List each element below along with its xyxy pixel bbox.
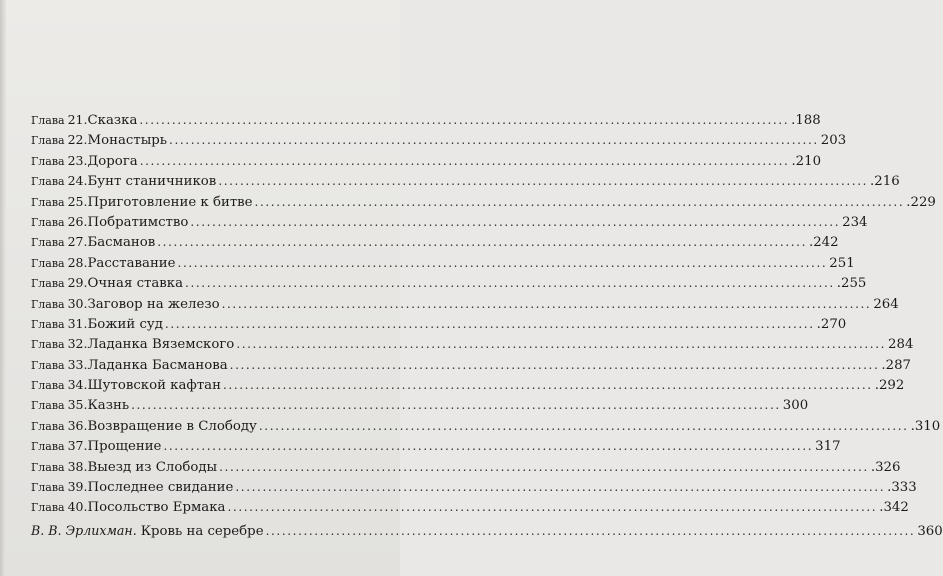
chapter-word: Глава: [31, 399, 65, 413]
chapter-number: 24.: [67, 173, 88, 189]
chapter-word: Глава: [31, 440, 65, 454]
chapter-word: Глава: [31, 501, 65, 515]
chapter-word: Глава: [31, 175, 65, 189]
chapter-title: Ладанка Вяземского: [87, 337, 235, 353]
chapter-title: Казнь: [87, 398, 130, 414]
page-number: 264: [873, 296, 899, 312]
chapter-title: Бунт станичников: [87, 174, 217, 190]
chapter-number: 26.: [67, 213, 88, 229]
chapter-title: Приготовление к битве: [87, 194, 253, 210]
dot-leader: ........................................................................................................................: [236, 337, 887, 352]
chapter-word: Глава: [31, 481, 65, 495]
chapter-number: 35.: [67, 397, 88, 413]
chapter-word: Глава: [31, 114, 65, 127]
dot-leader: ........................................................................................................................: [177, 255, 828, 270]
toc-entry: [31, 273, 867, 293]
page-number: .292: [874, 378, 905, 394]
afterword-author: В. В. Эрлихман.: [31, 522, 137, 538]
chapter-number: 36.: [67, 417, 88, 433]
dot-leader: ........................................................................................................................: [235, 480, 886, 495]
dot-leader: ........................................................................................................................: [131, 398, 781, 413]
toc-entry: [31, 253, 855, 273]
page-number: .242: [809, 235, 839, 251]
dot-leader: ........................................................................................................................: [258, 418, 909, 433]
chapter-number: 34.: [67, 377, 88, 393]
dot-leader: ........................................................................................................................: [139, 113, 790, 127]
page-binding-shadow: [0, 0, 6, 576]
chapter-title: Расставание: [87, 255, 176, 271]
chapter-word: Глава: [31, 317, 65, 331]
chapter-word: Глава: [31, 379, 65, 393]
chapter-number: 32.: [67, 336, 88, 352]
toc-entry: [31, 497, 909, 517]
chapter-title: Посольство Ермака: [87, 500, 226, 516]
dot-leader: ........................................................................................................................: [164, 316, 815, 331]
toc-entry: [31, 457, 901, 477]
chapter-number: 29.: [67, 275, 88, 291]
dot-leader: ........................................................................................................................: [265, 523, 916, 538]
dot-leader: ........................................................................................................................: [163, 439, 814, 454]
dot-leader: ........................................................................................................................: [157, 235, 807, 250]
toc-entry: [31, 151, 822, 171]
chapter-word: Глава: [31, 236, 65, 250]
chapter-number: 37.: [67, 438, 88, 454]
toc-entry: [31, 212, 868, 232]
toc-entry: [31, 232, 839, 252]
page-number: .310: [910, 418, 941, 434]
page-number: 203: [820, 133, 847, 149]
toc-entry: [31, 110, 821, 130]
dot-leader: ........................................................................................................................: [219, 459, 869, 474]
chapter-title: Ладанка Басманова: [87, 357, 228, 373]
afterword-title: Кровь на серебре: [140, 523, 264, 539]
dot-leader: ........................................................................................................................: [254, 194, 905, 209]
chapter-word: Глава: [31, 215, 65, 229]
toc-entry: [31, 375, 905, 395]
page-number: 251: [829, 255, 855, 271]
chapter-number: 23.: [67, 152, 88, 168]
page-number: .229: [906, 194, 936, 210]
chapter-title: Выезд из Слободы: [87, 459, 218, 475]
page-number: .270: [816, 316, 847, 332]
chapter-title: Возвращение в Слободу: [87, 418, 257, 434]
chapter-title: Басманов: [87, 235, 156, 251]
dot-leader: ........................................................................................................................: [222, 378, 873, 393]
chapter-word: Глава: [31, 338, 65, 352]
page-number: .342: [879, 500, 909, 516]
chapter-title: Прощение: [87, 439, 162, 455]
dot-leader: ........................................................................................................................: [227, 500, 878, 515]
page-number: .333: [887, 480, 917, 496]
toc-entry: [31, 395, 809, 415]
toc-entry: [31, 334, 914, 354]
page-number: 317: [815, 439, 841, 455]
toc-entry: [31, 130, 847, 150]
chapter-number: 21.: [67, 112, 88, 127]
chapter-word: Глава: [31, 297, 65, 311]
chapter-number: 39.: [67, 479, 88, 495]
toc-entry: [31, 192, 936, 212]
dot-leader: ........................................................................................................................: [190, 214, 841, 229]
chapter-word: Глава: [31, 195, 65, 209]
page-number: .216: [870, 174, 900, 190]
toc-entry: [31, 436, 841, 456]
chapter-word: Глава: [31, 358, 65, 372]
dot-leader: ........................................................................................................................: [221, 296, 872, 311]
toc-entry: [31, 355, 911, 375]
dot-leader: ........................................................................................................................: [229, 357, 880, 372]
chapter-word: Глава: [31, 154, 65, 168]
toc-entry: [31, 171, 900, 191]
chapter-number: 25.: [67, 193, 88, 209]
chapter-title: Монастырь: [87, 133, 168, 149]
chapter-title: Заговор на железо: [87, 296, 220, 312]
afterword-page-number: 360: [917, 523, 943, 539]
dot-leader: ........................................................................................................................: [185, 276, 835, 291]
chapter-title: Последнее свидание: [87, 480, 234, 496]
toc-entry-afterword: [31, 521, 943, 541]
chapter-title: Шутовской кафтан: [87, 378, 221, 394]
chapter-word: Глава: [31, 256, 65, 270]
toc-entry: [31, 294, 899, 314]
chapter-number: 38.: [67, 458, 88, 474]
page-number: 284: [888, 337, 914, 353]
chapter-number: 22.: [67, 132, 88, 148]
chapter-number: 40.: [67, 499, 88, 515]
page-number: .210: [791, 153, 822, 169]
chapter-title: Божий суд: [87, 316, 163, 332]
page-number: .287: [881, 357, 911, 373]
chapter-word: Глава: [31, 134, 65, 148]
page-number: 300: [782, 398, 809, 414]
dot-leader: ........................................................................................................................: [218, 174, 869, 189]
chapter-number: 28.: [67, 254, 88, 270]
chapter-title: Дорога: [87, 153, 138, 169]
page-number: .326: [870, 459, 901, 475]
chapter-number: 31.: [67, 315, 88, 331]
toc-entry: [31, 416, 941, 436]
page-number: .255: [836, 276, 867, 292]
chapter-word: Глава: [31, 460, 65, 474]
dot-leader: ........................................................................................................................: [139, 153, 790, 168]
chapter-title: Сказка: [87, 113, 138, 128]
chapter-title: Побратимство: [87, 214, 189, 230]
chapter-number: 27.: [67, 234, 88, 250]
toc-entry: [31, 314, 847, 334]
chapter-word: Глава: [31, 419, 65, 433]
chapter-number: 33.: [67, 356, 88, 372]
chapter-number: 30.: [67, 295, 88, 311]
page-number: 234: [842, 214, 868, 230]
chapter-word: Глава: [31, 277, 65, 291]
chapter-title: Очная ставка: [87, 276, 184, 292]
table-of-contents: [31, 110, 943, 541]
dot-leader: ........................................................................................................................: [169, 133, 819, 148]
page-number: .188: [791, 113, 821, 128]
toc-entry: [31, 477, 917, 497]
